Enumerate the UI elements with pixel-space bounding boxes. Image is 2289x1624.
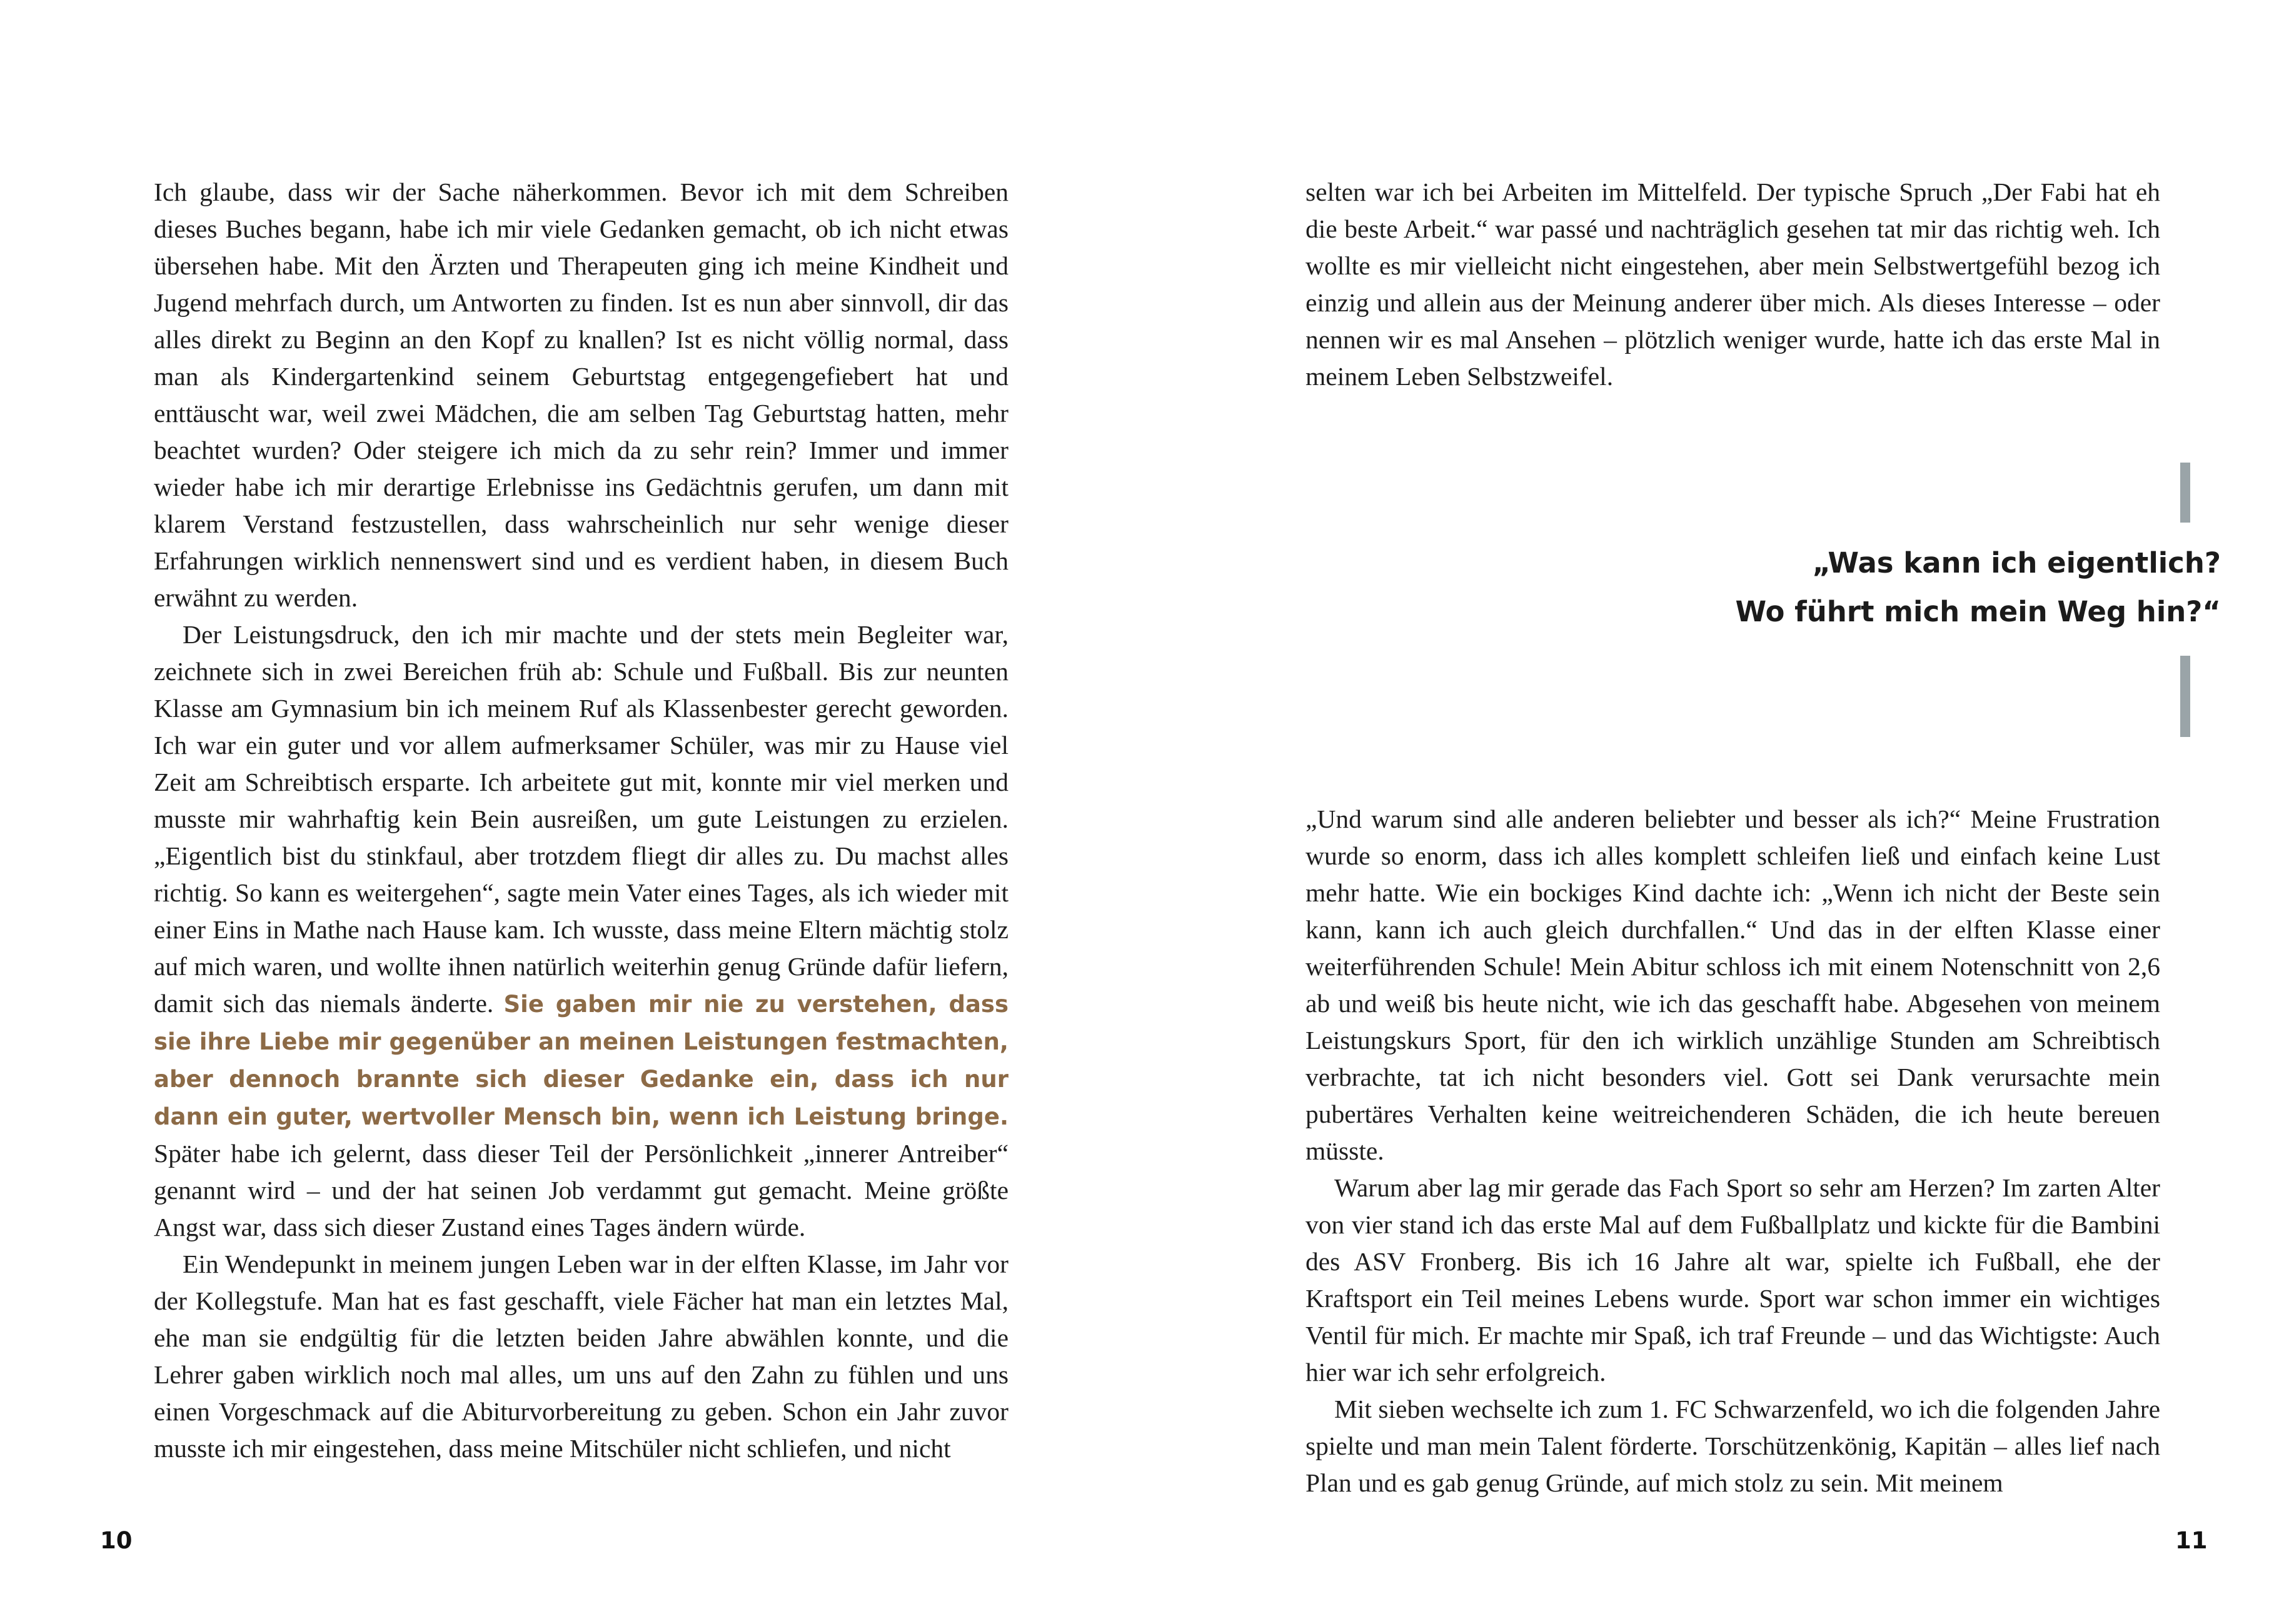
paragraph: Ich glaube, dass wir der Sache näherkommen. Bevor ich mit dem Schreiben dieses Buches begann, habe ich mir viele Gedanken gemacht, ob ich nicht etwas übersehen habe. Mit den Ärzten und Therapeuten ging ich meine Kindheit und Jugend mehrfach durch, um Antworten zu finden. Ist es nun aber sinnvoll, dir das alles direkt zu Beginn an den Kopf zu knallen? Ist es nicht völlig normal, dass man als Kindergartenkind seinem Geburtstag entgegengefiebert hat und enttäuscht war, weil zwei Mädchen, die am selben Tag Geburtstag hatten, mehr beachtet wurden? Oder steigere ich mich da zu sehr rein? Immer und immer wieder habe ich mir derartige Erlebnisse ins Gedächtnis gerufen, um dann mit klarem Verstand festzustellen, dass wahrscheinlich nur sehr wenige dieser Erfahrungen wirklich nennenswert sind und es verdient haben, in diesem Buch erwähnt zu werden. [154,178,1009,612]
paragraph: Warum aber lag mir gerade das Fach Sport so sehr am Herzen? Im zarten Alter von vier stand ich das erste Mal auf dem Fußballplatz und kickte für die Bambini des ASV Fronberg. Bis ich 16 Jahre alt war, spielte ich Fußball, ehe der Kraftsport ein Teil meines Lebens wurde. Sport war schon immer ein wichtiges Ventil für mich. Er machte mir Spaß, ich traf Freunde – und das Wichtigste: Auch hier war ich sehr erfolgreich. [1305,1173,2160,1386]
right-page [1144,0,2289,1624]
pull-quote-line: Wo führt mich mein Weg hin?“ [1735,595,2221,628]
right-body-text-top [1305,174,2160,395]
pull-quote [1736,539,2221,636]
right-body-text-bottom [1305,801,2160,1501]
highlighted-passage: Sie gaben mir nie zu verstehen, dass sie ihre Liebe mir gegenüber an meinen Leistungen festmachten, aber dennoch brannte sich dieser Gedanke ein, dass ich nur dann ein guter, wertvoller Mensch bin, wenn ich Leistung bringe. [154,991,1009,1130]
paragraph: „Und warum sind alle anderen beliebter und besser als ich?“ Meine Frustration wurde so enorm, dass ich alles komplett schleifen ließ und einfach keine Lust mehr hatte. Wie ein bockiges Kind dachte ich: „Wenn ich nicht der Beste sein kann, kann ich auch gleich durchfallen.“ Und das in der elften Klasse einer weiterführenden Schule! Mein Abitur schloss ich mit einem Notenschnitt von 2,6 ab und weiß bis heute nicht, wie ich das geschafft habe. Abgesehen von meinem Leistungskurs Sport, für den ich wirklich unzählige Stunden am Schreibtisch verbrachte, tat ich nicht besonders viel. Gott sei Dank verursachte mein pubertäres Verhalten keine weitreichenderen Schäden, die ich heute bereuen müsste. [1305,804,2160,1165]
paragraph: selten war ich bei Arbeiten im Mittelfeld. Der typische Spruch „Der Fabi hat eh die beste Arbeit.“ war passé und nachträglich gesehen tat mir das richtig weh. Ich wollte es mir vielleicht nicht eingestehen, aber mein Selbstwertgefühl bezog ich einzig und allein aus der Meinung anderer über mich. Als dieses Interesse – oder nennen wir es mal Ansehen – plötzlich weniger wurde, hatte ich das erste Mal in meinem Leben Selbstzweifel. [1305,178,2160,391]
page-number: 10 [100,1527,133,1554]
paragraph-text: Später habe ich gelernt, dass dieser Teil der Persönlichkeit „innerer Antreiber“ genannt wird – und der hat seinen Job verdammt gut gemacht. Meine größte Angst war, dass sich dieser Zustand eines Tages ändern würde. [154,1139,1009,1241]
paragraph: Ein Wendepunkt in meinem jungen Leben war in der elften Klasse, im Jahr vor der Kollegstufe. Man hat es fast geschafft, viele Fächer hat man ein letztes Mal, ehe man sie endgültig für die letzten beiden Jahre abwählen konnte, und die Lehrer gaben wirklich noch mal alles, um uns auf den Zahn zu fühlen und uns einen Vorgeschmack auf die Abiturvorbereitung zu geben. Schon ein Jahr zuvor musste ich mir eingestehen, dass meine Mitschüler nicht schliefen, und nicht [154,1250,1009,1463]
quote-bar-top [2180,463,2190,523]
paragraph-text: Der Leistungsdruck, den ich mir machte und der stets mein Begleiter war, zeichnete sich in zwei Bereichen früh ab: Schule und Fußball. Bis zur neunten Klasse am Gymnasium bin ich meinem Ruf als Klassenbester gerecht geworden. Ich war ein guter und vor allem aufmerksamer Schüler, was mir zu Hause viel Zeit am Schreibtisch ersparte. Ich arbeitete gut mit, konnte mir viel merken und musste mir wahrhaftig kein Bein ausreißen, um gute Leistungen zu erzielen. „Eigentlich bist du stinkfaul, aber trotzdem fliegt dir alles zu. Du machst alles richtig. So kann es weitergehen“, sagte mein Vater eines Tages, als ich wieder mit einer Eins in Mathe nach Hause kam. Ich wusste, dass meine Eltern mächtig stolz auf mich waren, und wollte ihnen natürlich weiterhin genug Gründe dafür liefern, damit sich das niemals änderte. [154,620,1009,1018]
paragraph: Mit sieben wechselte ich zum 1. FC Schwarzenfeld, wo ich die folgenden Jahre spielte und man mein Talent förderte. Torschützenkönig, Kapitän – alles lief nach Plan und es gab genug Gründe, auf mich stolz zu sein. Mit meinem [1305,1395,2160,1497]
paragraph [154,616,1009,1246]
left-page [0,0,1144,1624]
page-number: 11 [2175,1527,2208,1554]
left-body-text [154,174,1009,1467]
quote-bar-bottom [2180,656,2190,737]
pull-quote-line: „Was kann ich eigentlich? [1812,546,2221,579]
